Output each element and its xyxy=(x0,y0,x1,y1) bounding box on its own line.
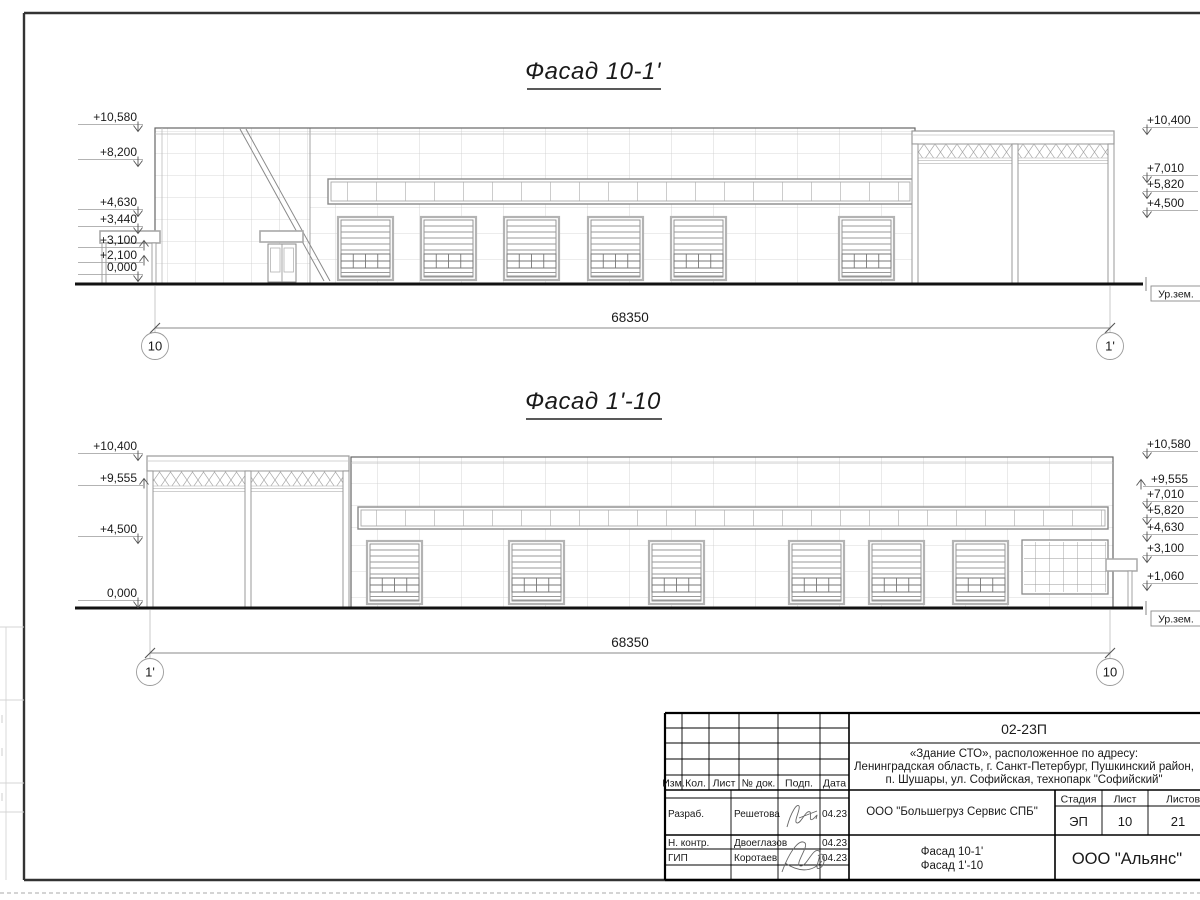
elevation-mark: +4,500 xyxy=(99,522,137,536)
facade1-dimension xyxy=(142,286,1124,360)
svg-text:Лист: Лист xyxy=(1113,793,1137,806)
elevation-mark: +2,100 xyxy=(99,248,137,262)
facade1-drawing xyxy=(75,110,1200,360)
drawing-title-cell xyxy=(921,846,983,872)
facade1-heading xyxy=(525,58,662,89)
svg-text:Двоеглазов: Двоеглазов xyxy=(734,838,788,849)
stage-table xyxy=(1061,794,1200,830)
svg-text:Н. контр.: Н. контр. xyxy=(668,838,710,849)
doc-number: 02-23П xyxy=(1001,721,1047,737)
svg-text:Листов: Листов xyxy=(1165,793,1200,806)
svg-text:Стадия: Стадия xyxy=(1060,793,1097,806)
svg-text:Разраб.: Разраб. xyxy=(668,809,705,820)
title-block xyxy=(662,713,1200,880)
facade1-dimension-text: 68350 xyxy=(611,310,649,325)
facade1-canopy xyxy=(912,131,1114,284)
elevation-mark: +9,555 xyxy=(1151,472,1189,486)
svg-text:п. Шушары, ул. Софийская, техн: п. Шушары, ул. Софийская, технопарк "Софийский" xyxy=(885,774,1163,786)
svg-text:Подп.: Подп. xyxy=(785,777,813,790)
svg-text:Фасад 10-1': Фасад 10-1' xyxy=(920,846,984,858)
elevation-mark: +10,400 xyxy=(93,439,137,453)
facade2-left-marks xyxy=(78,439,149,608)
elevation-mark: +7,010 xyxy=(1147,161,1185,175)
elevation-mark: +3,100 xyxy=(1147,541,1185,555)
elevation-mark: +4,630 xyxy=(1147,520,1185,534)
elevation-mark: +10,580 xyxy=(1147,437,1191,451)
svg-text:04.23: 04.23 xyxy=(821,838,848,849)
svg-text:ГИП: ГИП xyxy=(668,853,688,864)
facade2-title: Фасад 1'-10 xyxy=(525,388,661,415)
svg-text:10: 10 xyxy=(1117,814,1133,829)
elevation-mark: 0,000 xyxy=(106,586,137,600)
client-name: ООО "Большегруз Сервис СПБ" xyxy=(866,806,1038,818)
facade2-dimension xyxy=(137,610,1124,686)
facade2-right-marks xyxy=(1137,437,1199,591)
facade1-axis-right: 1' xyxy=(1105,338,1115,354)
title-block-signatures xyxy=(668,805,847,872)
facade1-axis-left: 10 xyxy=(147,338,163,354)
svg-text:Дата: Дата xyxy=(822,777,847,790)
svg-text:Фасад 1'-10: Фасад 1'-10 xyxy=(920,860,984,872)
svg-text:Изм.: Изм. xyxy=(662,777,685,790)
facade2-axis-right: 10 xyxy=(1102,664,1118,680)
title-block-headers xyxy=(662,778,846,790)
project-address xyxy=(854,748,1194,786)
signature-scribble xyxy=(787,805,817,827)
elevation-mark: +3,100 xyxy=(99,233,137,247)
elevation-mark: +4,500 xyxy=(1147,196,1185,210)
elevation-mark: 0,000 xyxy=(106,260,137,274)
elevation-mark: +10,580 xyxy=(93,110,137,124)
facade2-drawing xyxy=(75,437,1200,686)
svg-text:21: 21 xyxy=(1170,814,1186,829)
facade2-axis-left: 1' xyxy=(145,664,155,680)
facade1-left-marks xyxy=(78,110,149,282)
elevation-mark: +5,820 xyxy=(1147,503,1185,517)
facade2-ground-label xyxy=(1146,601,1200,626)
svg-text:Коротаев: Коротаев xyxy=(734,853,778,864)
signature-scribble xyxy=(782,842,824,872)
facade2-window xyxy=(1022,540,1108,594)
elevation-mark: +10,400 xyxy=(1147,113,1191,127)
elevation-mark: +7,010 xyxy=(1147,487,1185,501)
organization-name: ООО "Альянс" xyxy=(1071,850,1183,868)
svg-text:Ур.зем.: Ур.зем. xyxy=(1158,288,1194,301)
elevation-mark: +3,440 xyxy=(99,212,137,226)
svg-text:04.23: 04.23 xyxy=(821,853,848,864)
elevation-mark: +8,200 xyxy=(99,145,137,159)
facade2-dimension-text: 68350 xyxy=(611,635,649,650)
svg-text:«Здание СТО», расположенное по: «Здание СТО», расположенное по адресу: xyxy=(909,748,1139,760)
elevation-mark: +5,820 xyxy=(1147,177,1185,191)
facade2-canopy xyxy=(147,456,349,608)
svg-text:Кол.: Кол. xyxy=(685,777,706,790)
svg-text:Ленинградская область, г. Санк: Ленинградская область, г. Санкт-Петербург, Пушкинский район, xyxy=(854,761,1194,773)
elevation-mark: +1,060 xyxy=(1147,569,1185,583)
svg-text:Ур.зем.: Ур.зем. xyxy=(1158,613,1194,626)
facade1-title: Фасад 10-1' xyxy=(525,58,661,85)
facade1-ground-label xyxy=(1146,277,1200,301)
svg-text:04.23: 04.23 xyxy=(821,809,848,820)
svg-text:Решетова: Решетова xyxy=(734,809,780,820)
facade1-right-marks xyxy=(1143,113,1199,218)
facade2-heading xyxy=(525,388,662,419)
left-margin-table xyxy=(0,627,24,880)
svg-text:№ док.: № док. xyxy=(741,777,776,790)
svg-text:ЭП: ЭП xyxy=(1069,814,1088,829)
elevation-mark: +9,555 xyxy=(99,471,137,485)
svg-text:Лист: Лист xyxy=(712,777,736,790)
elevation-mark: +4,630 xyxy=(99,195,137,209)
